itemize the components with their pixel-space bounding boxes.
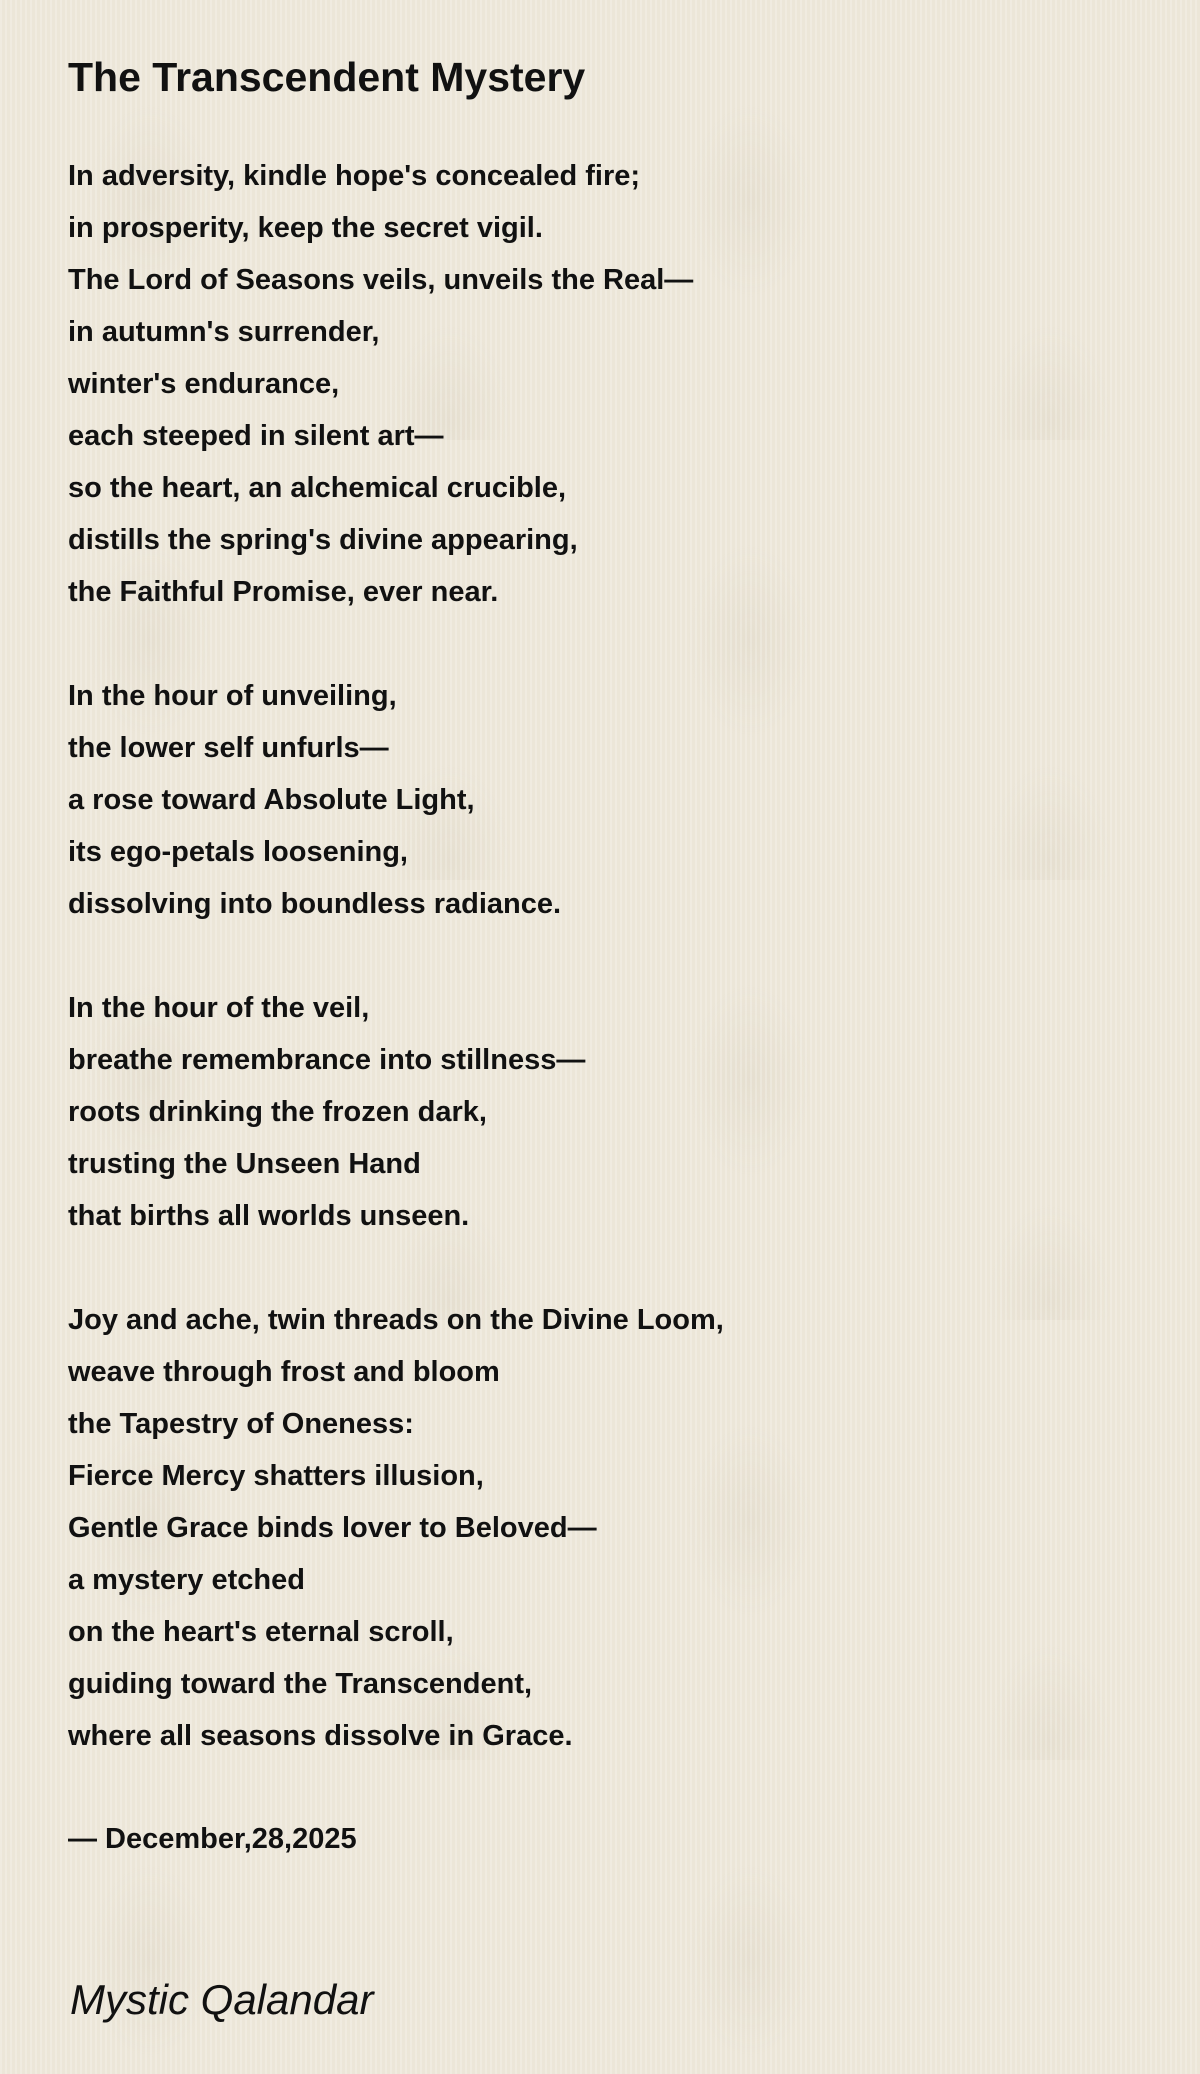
poem-line: distills the spring's divine appearing, [68, 524, 578, 556]
poem-line: on the heart's eternal scroll, [68, 1616, 454, 1648]
poem-line: guiding toward the Transcendent, [68, 1668, 533, 1700]
poem-line: that births all worlds unseen. [68, 1200, 470, 1232]
stanza-1 [68, 150, 724, 618]
poem-line: trusting the Unseen Hand [68, 1148, 421, 1180]
poem-line: Fierce Mercy shatters illusion, [68, 1460, 484, 1492]
poem-line: a mystery etched [68, 1564, 305, 1596]
poem-date: — December,28,2025 [68, 1823, 357, 1855]
poem-line: breathe remembrance into stillness— [68, 1044, 586, 1076]
author-name: Mystic Qalandar [70, 1976, 374, 2023]
poem-title: The Transcendent Mystery [68, 54, 586, 100]
poem-line: Joy and ache, twin threads on the Divine Loom, [68, 1304, 724, 1336]
poem-line: Gentle Grace binds lover to Beloved— [68, 1512, 597, 1544]
poem-line: the Tapestry of Oneness: [68, 1408, 414, 1440]
poem-line: weave through frost and bloom [68, 1356, 500, 1388]
poem-line: in prosperity, keep the secret vigil. [68, 212, 543, 244]
poem-line: a rose toward Absolute Light, [68, 784, 475, 816]
poem-line: its ego-petals loosening, [68, 836, 408, 868]
poem-body [68, 150, 724, 1814]
poem-line: so the heart, an alchemical crucible, [68, 472, 567, 504]
poem-line: the lower self unfurls— [68, 732, 389, 764]
poem-line: winter's endurance, [68, 368, 340, 400]
poem-line: roots drinking the frozen dark, [68, 1096, 487, 1128]
poem-line: In the hour of the veil, [68, 992, 370, 1024]
poem-line: In adversity, kindle hope's concealed fire; [68, 160, 641, 192]
poem-line: the Faithful Promise, ever near. [68, 576, 499, 608]
poem-line: in autumn's surrender, [68, 316, 380, 348]
poem-line: each steeped in silent art— [68, 420, 444, 452]
stanza-2 [68, 670, 724, 930]
poem-line: where all seasons dissolve in Grace. [68, 1720, 573, 1752]
poem-line: dissolving into boundless radiance. [68, 888, 562, 920]
poem-line: The Lord of Seasons veils, unveils the Real— [68, 264, 694, 296]
stanza-3 [68, 982, 724, 1242]
poem-line: In the hour of unveiling, [68, 680, 397, 712]
stanza-4 [68, 1294, 724, 1762]
